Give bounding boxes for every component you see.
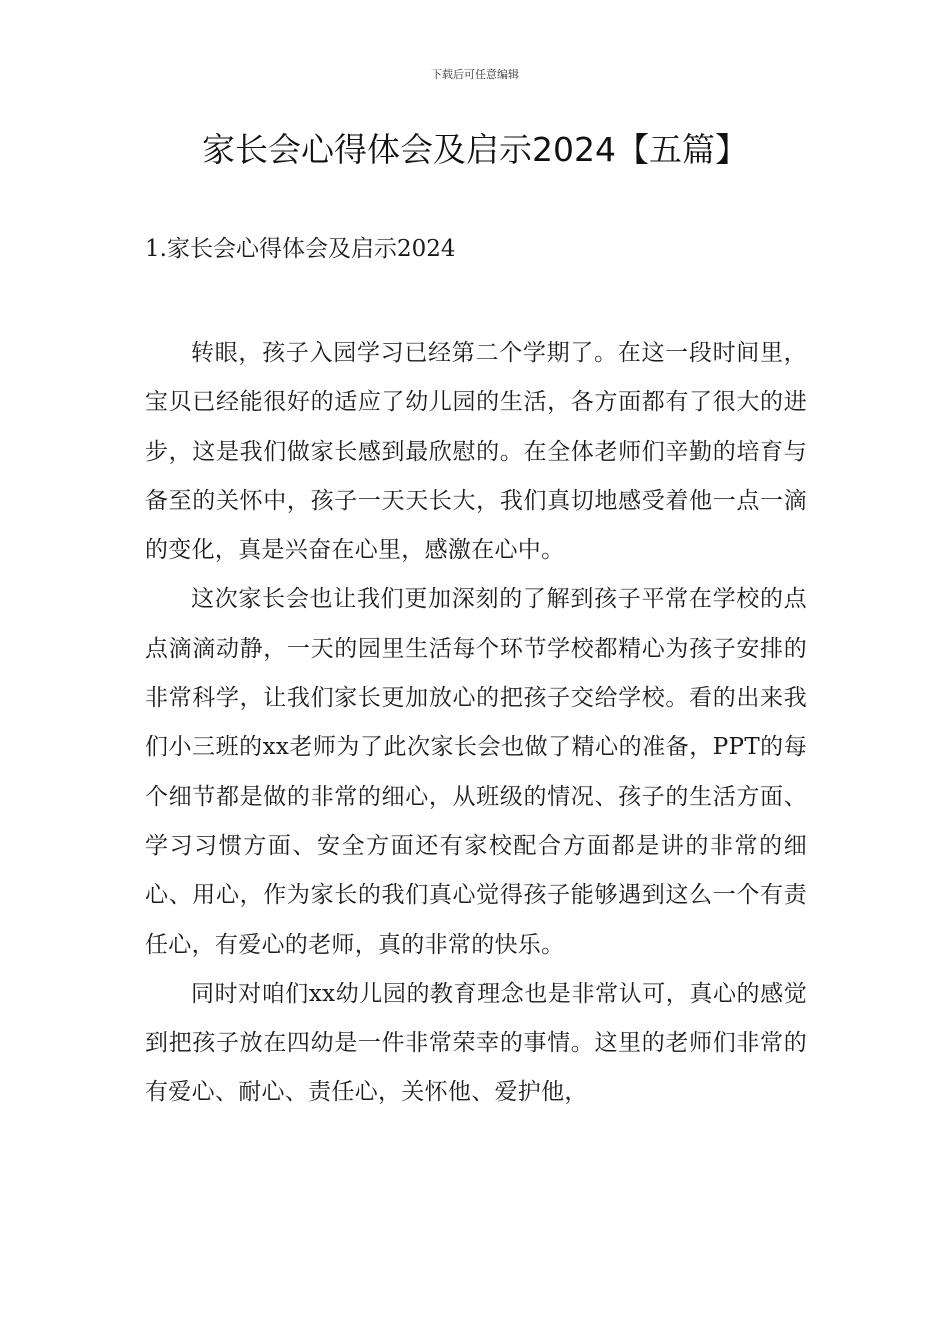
header-note: 下载后可任意编辑 bbox=[431, 68, 519, 81]
document-title: 家长会心得体会及启示2024【五篇】 bbox=[202, 130, 748, 169]
paragraph: 这次家长会也让我们更加深刻的了解到孩子平常在学校的点点滴滴动静，一天的园里生活每个环节学校都精心为孩子安排的非常科学，让我们家长更加放心的把孩子交给学校。看的出来我们小三班的xx老师为了此次家长会也做了精心的准备，PPT的每个细节都是做的非常的细心，从班级的情况、孩子的生活方面、学习习惯方面、安全方面还有家校配合方面都是讲的非常的细心、用心，作为家长的我们真心觉得孩子能够遇到这么一个有责任心，有爱心的老师，真的非常的快乐。 bbox=[145, 586, 807, 958]
paragraph: 同时对咱们xx幼儿园的教育理念也是非常认可，真心的感觉到把孩子放在四幼是一件非常荣幸的事情。这里的老师们非常的有爱心、耐心、责任心，关怀他、爱护他， bbox=[145, 980, 807, 1106]
section-heading: 1.家长会心得体会及启示2024 bbox=[145, 236, 456, 262]
body-text bbox=[145, 329, 807, 1118]
paragraph: 转眼，孩子入园学习已经第二个学期了。在这一段时间里，宝贝已经能很好的适应了幼儿园的生活，各方面都有了很大的进步，这是我们做家长感到最欣慰的。在全体老师们辛勤的培育与备至的关怀中，孩子一天天长大，我们真切地感受着他一点一滴的变化，真是兴奋在心里，感激在心中。 bbox=[145, 340, 807, 564]
